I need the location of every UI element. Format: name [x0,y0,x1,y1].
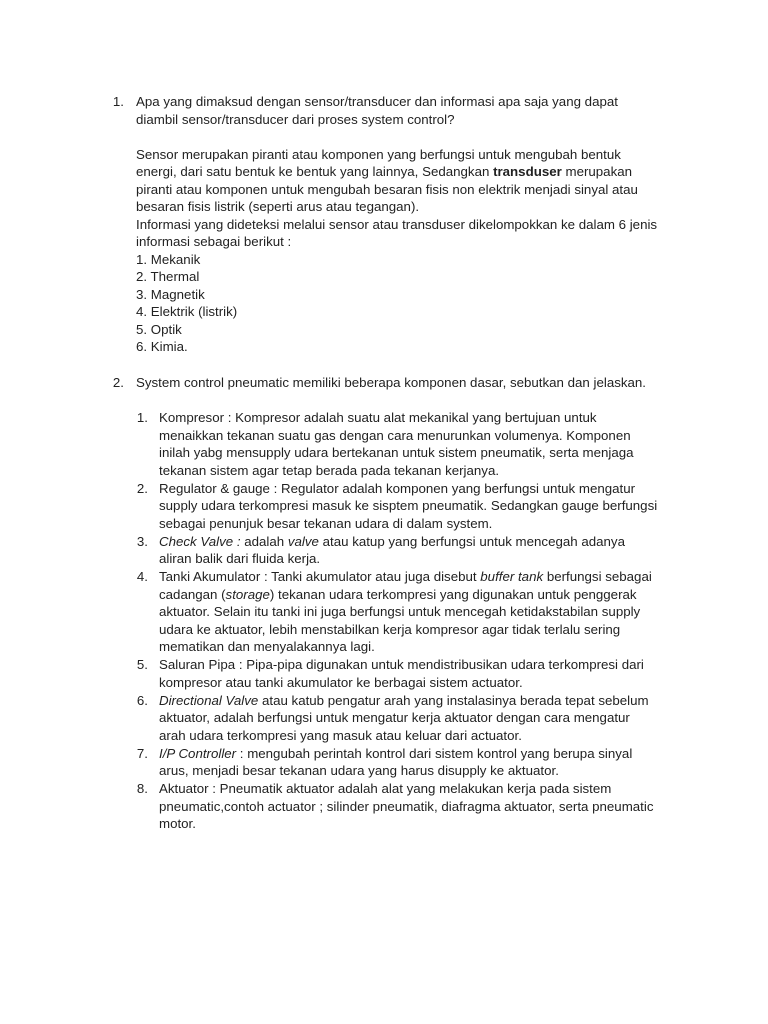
info-list-item: 5. Optik [136,322,182,337]
component-line: kompresor atau tanki akumulator ke berbagai sistem actuator. [159,675,523,690]
component-number: 3. [136,534,148,549]
component-line: Directional Valve atau katub pengatur arah yang instalasinya berada tepat sebelum [159,693,649,708]
info-list-item: 2. Thermal [136,269,200,284]
q1-question-line-2: diambil sensor/transducer dari proses system control? [136,112,455,127]
component-line: Regulator & gauge : Regulator adalah komponen yang berfungsi untuk mengatur [159,481,636,496]
component-number: 7. [136,746,148,761]
q1-para1-line-1: Sensor merupakan piranti atau komponen yang berfungsi untuk mengubah bentuk [136,147,621,162]
q1-para1-line-3: piranti atau komponen untuk mengubah besaran fisis non elektrik menjadi sinyal atau [136,182,638,197]
component-number: 6. [136,693,148,708]
component-line: tekanan sistem agar tetap berada pada tekanan kerjanya. [159,463,500,478]
component-number: 8. [136,781,148,796]
component-line: sebagai penunjuk besar tekanan udara di dalam system. [159,516,493,531]
component-line: menaikkan tekanan suatu gas dengan cara menurunkan volumenya. Komponen [159,428,631,443]
q1-para2-line-1: Informasi yang dideteksi melalui sensor atau transduser dikelompokkan ke dalam 6 jenis [136,217,658,232]
component-line: Aktuator : Pneumatik aktuator adalah alat yang melakukan kerja pada sistem [159,781,612,796]
component-line: cadangan (storage) tekanan udara terkompresi yang digunakan untuk penggerak [159,587,637,602]
component-line: mematikan dan menyalakannya lagi. [159,639,375,654]
component-number: 4. [136,569,148,584]
component-line: Tanki Akumulator : Tanki akumulator atau juga disebut buffer tank berfungsi sebagai [159,569,652,584]
component-line: aktuator. Selain itu tanki ini juga berfungsi untuk mencegah ketidakstabilan supply [159,604,641,619]
component-line: arus, menjadi besar tekanan udara yang harus disupply ke aktuator. [159,763,559,778]
component-line: inilah yabg mensupply udara bertekanan untuk sistem pneumatik, serta menjaga [159,445,634,460]
q1-number: 1. [112,94,124,109]
transduser-term: transduser [493,164,562,179]
component-line: aliran balik dari fluida kerja. [159,551,321,566]
q1-para1-line-4: besaran fisis listrik (seperti arus atau tegangan). [136,199,420,214]
component-number: 5. [136,657,148,672]
component-line: arah udara terkompresi yang masuk atau keluar dari actuator. [159,728,522,743]
q1-question-line-1: Apa yang dimaksud dengan sensor/transducer dan informasi apa saja yang dapat [136,94,618,109]
component-number: 2. [136,481,148,496]
info-list-item: 4. Elektrik (listrik) [136,304,238,319]
component-number: 1. [136,410,148,425]
component-line: aktuator, adalah berfungsi untuk mengatur kerja aktuator dengan cara mengatur [159,710,630,725]
info-list-item: 6. Kimia. [136,339,188,354]
component-line: Kompresor : Kompresor adalah suatu alat mekanikal yang bertujuan untuk [159,410,597,425]
component-line: I/P Controller : mengubah perintah kontrol dari sistem kontrol yang berupa sinyal [159,746,633,761]
component-line: supply udara terkompresi masuk ke sisptem pneumatik. Sedangkan gauge berfungsi [159,498,658,513]
q1-para2-line-2: informasi sebagai berikut : [136,234,292,249]
component-line: motor. [159,816,196,831]
q2-number: 2. [112,375,124,390]
component-line: pneumatic,contoh actuator ; silinder pneumatik, diafragma aktuator, serta pneumatic [159,799,654,814]
component-line: Saluran Pipa : Pipa-pipa digunakan untuk mendistribusikan udara terkompresi dari [159,657,644,672]
q2-question: System control pneumatic memiliki beberapa komponen dasar, sebutkan dan jelaskan. [136,375,646,390]
info-list-item: 3. Magnetik [136,287,205,302]
q1-para1-line-2: energi, dari satu bentuk ke bentuk yang lainnya, Sedangkan transduser merupakan [136,164,633,179]
component-line: udara ke aktuator, lebih menstabilkan kerja kompresor agar tidak terlalu sering [159,622,621,637]
info-list-item: 1. Mekanik [136,252,201,267]
component-line: Check Valve : adalah valve atau katup yang berfungsi untuk mencegah adanya [159,534,625,549]
